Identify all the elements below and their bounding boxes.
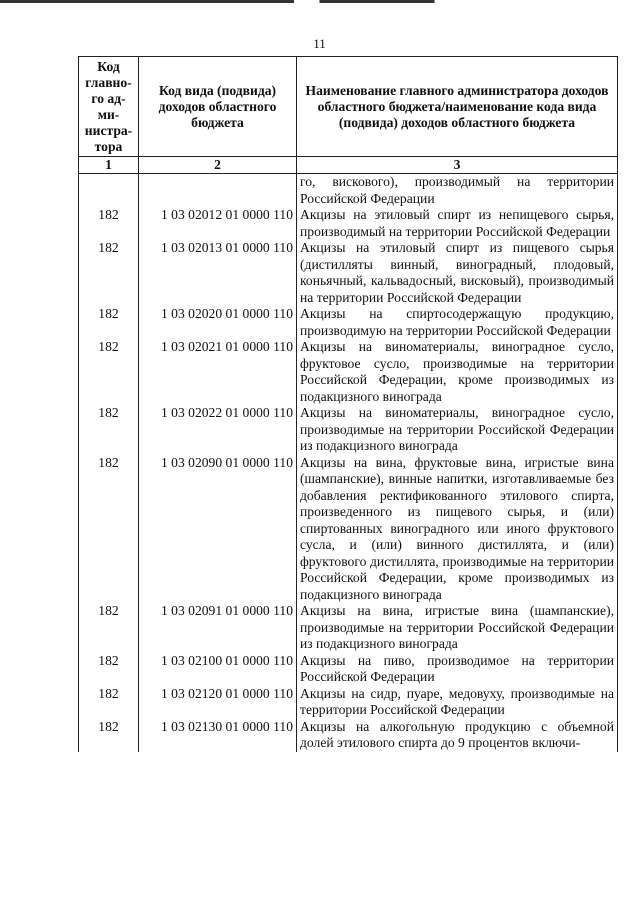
revenue-name-cell: Акцизы на виноматериалы, виноградное сусло, производимые на территории Российской Федерации из подакцизного винограда	[297, 405, 618, 455]
revenue-name-cell: Акцизы на этиловый спирт из непищевого сырья, производимый на территории Российской Федерации	[297, 207, 618, 240]
revenue-code-cell: 1 03 02021 01 0000 110	[139, 339, 297, 405]
continuation-text: го, вискового), производимый на территории Российской Федерации	[297, 174, 618, 208]
revenue-code-cell: 1 03 02013 01 0000 110	[139, 240, 297, 306]
table-header-row	[79, 57, 618, 157]
table-row	[79, 653, 618, 686]
revenue-code-cell: 1 03 02022 01 0000 110	[139, 405, 297, 455]
table-row	[79, 240, 618, 306]
admin-code-cell: 182	[79, 207, 139, 240]
revenue-name-cell: Акцизы на спиртосодержащую продукцию, производимую на территории Российской Федерации	[297, 306, 618, 339]
revenue-codes-table	[78, 56, 618, 752]
revenue-name-cell: Акцизы на этиловый спирт из пищевого сырья (дистилляты винный, виноградный, плодовый, коньячный, кальвадосный, висковый), производимый на территории Российской Федерации	[297, 240, 618, 306]
revenue-code-cell: 1 03 02120 01 0000 110	[139, 686, 297, 719]
table-row	[79, 603, 618, 653]
table-row	[79, 719, 618, 752]
top-scan-rule	[0, 0, 639, 3]
page-number: 11	[313, 36, 326, 51]
column-number-3: 3	[297, 157, 618, 174]
header-revenue-code: Код вида (подвида) доходов областного бюджета	[139, 57, 297, 157]
revenue-name-cell: Акцизы на вина, фруктовые вина, игристые вина (шампанские), винные напитки, изготавливаемые без добавления ректификованного этилового спирта, произведенного из пищевого сырья, и (или) спиртованных виноградного или иного фруктового сусла, и (или) винного дистиллята, и (или) фруктового дистиллята, производимые на территории Российской Федерации, кроме производимых из подакцизного винограда	[297, 455, 618, 604]
column-number-2: 2	[139, 157, 297, 174]
admin-code-cell: 182	[79, 339, 139, 405]
revenue-code-cell: 1 03 02100 01 0000 110	[139, 653, 297, 686]
table-row	[79, 405, 618, 455]
admin-code-cell: 182	[79, 603, 139, 653]
revenue-code-cell: 1 03 02020 01 0000 110	[139, 306, 297, 339]
admin-code-cell: 182	[79, 240, 139, 306]
admin-code-cell: 182	[79, 455, 139, 604]
column-number-row	[79, 157, 618, 174]
revenue-name-cell: Акцизы на алкогольную продукцию с объемной долей этилового спирта до 9 процентов включи-	[297, 719, 618, 752]
header-admin-code: Код главно-го ад-ми-нистра-тора	[79, 57, 139, 157]
admin-code-cell: 182	[79, 306, 139, 339]
revenue-name-cell: Акцизы на сидр, пуаре, медовуху, производимые на территории Российской Федерации	[297, 686, 618, 719]
revenue-name-cell: Акцизы на виноматериалы, виноградное сусло, фруктовое сусло, производимые на территории Российской Федерации, кроме производимых из подакцизного винограда	[297, 339, 618, 405]
table-row	[79, 207, 618, 240]
revenue-code-cell: 1 03 02091 01 0000 110	[139, 603, 297, 653]
admin-code-cell: 182	[79, 686, 139, 719]
revenue-name-cell: Акцизы на пиво, производимое на территории Российской Федерации	[297, 653, 618, 686]
table-row	[79, 686, 618, 719]
header-name: Наименование главного администратора доходов областного бюджета/наименование кода вида (подвида) доходов областного бюджета	[297, 57, 618, 157]
continuation-row	[79, 174, 618, 208]
admin-code-cell: 182	[79, 719, 139, 752]
table-row	[79, 339, 618, 405]
table-row	[79, 306, 618, 339]
admin-code-cell: 182	[79, 405, 139, 455]
revenue-code-cell: 1 03 02090 01 0000 110	[139, 455, 297, 604]
revenue-code-cell: 1 03 02130 01 0000 110	[139, 719, 297, 752]
column-number-1: 1	[79, 157, 139, 174]
table-row	[79, 455, 618, 604]
revenue-code-cell: 1 03 02012 01 0000 110	[139, 207, 297, 240]
revenue-name-cell: Акцизы на вина, игристые вина (шампанские), производимые на территории Российской Федерации из подакцизного винограда	[297, 603, 618, 653]
admin-code-cell: 182	[79, 653, 139, 686]
